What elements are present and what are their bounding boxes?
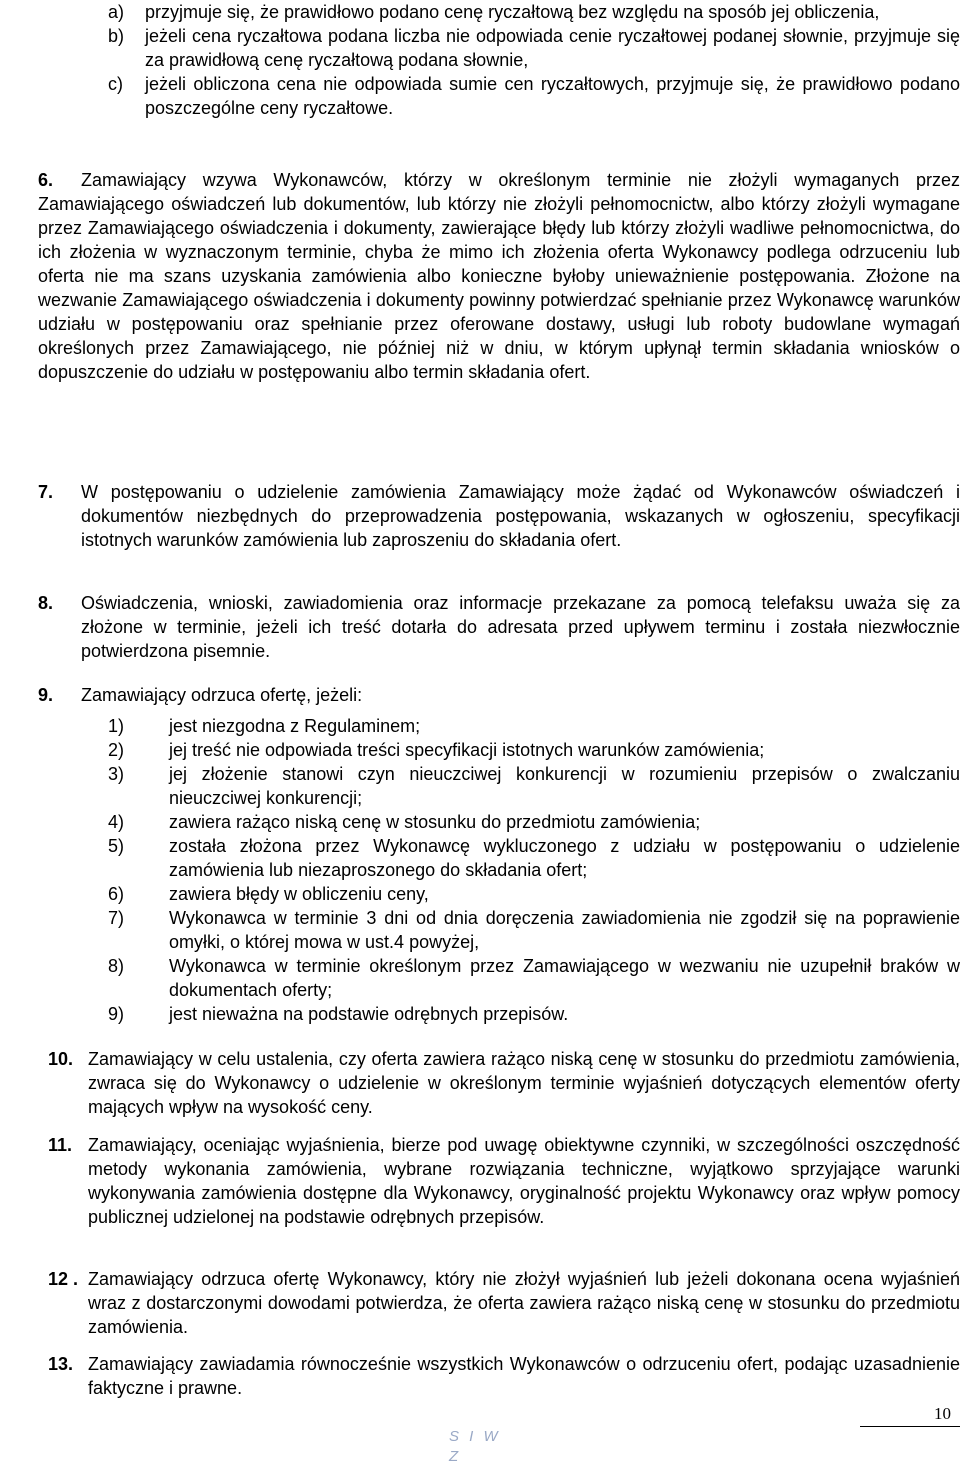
list-item-text: Wykonawca w terminie 3 dni od dnia doręczenia zawiadomienia nie zgodził się na poprawienie omyłki, o której mowa w ust.4 powyżej,: [169, 908, 960, 952]
section-number: 10.: [48, 1049, 74, 1069]
list-item-text: zawiera błędy w obliczeniu ceny,: [169, 884, 429, 904]
section-9: [38, 683, 960, 707]
list-item-text: jej treść nie odpowiada treści specyfikacji istotnych warunków zamówienia;: [169, 740, 765, 760]
section-11: [48, 1133, 960, 1229]
list-item-label: b): [108, 26, 125, 46]
section-number: 12 .: [48, 1269, 79, 1289]
list-item-label: 3): [108, 764, 125, 784]
list-item-c: [108, 72, 960, 120]
list-item: [108, 738, 960, 762]
list-item-text: zawiera rażąco niską cenę w stosunku do przedmiotu zamówienia;: [169, 812, 701, 832]
section-number: 7.: [38, 482, 54, 502]
list-item-label: 5): [108, 836, 125, 856]
section-text: Zamawiający, oceniając wyjaśnienia, bierze pod uwagę obiektywne czynniki, w szczególności oszczędność metody wykonania zamówienia, wybrane rozwiązania techniczne, wyjątkowo sprzyjające warunki wykonywania zamówienia dostępne dla Wykonawcy, oryginalność projektu Wykonawcy oraz wpływ pomocy publicznej udzielonej na podstawie odrębnych przepisów.: [88, 1135, 960, 1227]
section-text: Zamawiający odrzuca ofertę, jeżeli:: [81, 685, 363, 705]
section-number: 11.: [48, 1135, 73, 1155]
list-item-text: jej złożenie stanowi czyn nieuczciwej konkurencji w rozumieniu przepisów o zwalczaniu nieuczciwej konkurencji;: [169, 764, 960, 808]
section-text: W postępowaniu o udzielenie zamówienia Zamawiający może żądać od Wykonawców oświadczeń i dokumentów niezbędnych do przeprowadzenia postępowania, wskazanych w ogłoszeniu, specyfikacji istotnych warunków zamówienia lub zaproszeniu do składania ofert.: [81, 482, 960, 550]
section-number: 6.: [38, 170, 54, 190]
list-item-label: 8): [108, 956, 125, 976]
price-rules-list: [108, 0, 960, 120]
list-item-text: jeżeli obliczona cena nie odpowiada sumie cen ryczałtowych, przyjmuje się, że prawidłowo podano poszczególne ceny ryczałtowe.: [145, 74, 960, 118]
footer-rule: [860, 1426, 960, 1427]
section-number: 9.: [38, 685, 54, 705]
list-item-label: 9): [108, 1004, 125, 1024]
list-item-b: [108, 24, 960, 72]
list-item-text: przyjmuje się, że prawidłowo podano cenę ryczałtową bez względu na sposób jej obliczenia,: [145, 2, 880, 22]
rejection-reasons-list: [108, 714, 960, 1026]
list-item: [108, 954, 960, 1002]
list-item: [108, 1002, 960, 1026]
list-item-label: 2): [108, 740, 125, 760]
list-item: [108, 906, 960, 954]
section-12: [48, 1267, 960, 1339]
section-10: [48, 1047, 960, 1119]
list-item-text: jest nieważna na podstawie odrębnych przepisów.: [169, 1004, 569, 1024]
page-number: 10: [934, 1404, 951, 1423]
list-item-label: 4): [108, 812, 125, 832]
list-item: [108, 762, 960, 810]
list-item: [108, 810, 960, 834]
section-8: [38, 591, 960, 663]
section-6: [38, 168, 960, 384]
list-item-label: 6): [108, 884, 125, 904]
list-item: [108, 882, 960, 906]
section-7: [38, 480, 960, 552]
section-text: Zamawiający odrzuca ofertę Wykonawcy, który nie złożył wyjaśnień lub jeżeli dokonana ocena wyjaśnień wraz z dostarczonymi dowodami potwierdza, że oferta zawiera rażąco niską cenę w stosunku do przedmiotu zamówienia.: [88, 1269, 960, 1337]
list-item: [108, 714, 960, 738]
section-text: Zamawiający zawiadamia równocześnie wszystkich Wykonawców o odrzuceniu ofert, podając uzasadnienie faktyczne i prawne.: [88, 1354, 960, 1398]
section-number: 13.: [48, 1354, 74, 1374]
section-13: [48, 1352, 960, 1400]
list-item-label: a): [108, 2, 125, 22]
list-item-text: Wykonawca w terminie określonym przez Zamawiającego w wezwaniu nie uzupełnił braków w dokumentach oferty;: [169, 956, 960, 1000]
list-item-label: 1): [108, 716, 125, 736]
list-item-text: jest niezgodna z Regulaminem;: [169, 716, 421, 736]
section-text: Oświadczenia, wnioski, zawiadomienia oraz informacje przekazane za pomocą telefaksu uważa się za złożone w terminie, jeżeli ich treść dotarła do adresata przed upływem terminu i została niezwłocznie potwierdzona pisemnie.: [81, 593, 960, 661]
list-item-text: jeżeli cena ryczałtowa podana liczba nie odpowiada cenie ryczałtowej podanej słownie, przyjmuje się za prawidłową cenę ryczałtową podana słownie,: [145, 26, 960, 70]
list-item: [108, 834, 960, 882]
section-text: Zamawiający w celu ustalenia, czy oferta zawiera rażąco niską cenę w stosunku do przedmiotu zamówienia, zwraca się do Wykonawcy o udzielenie w określonym terminie wyjaśnień dotyczących elementów oferty mających wpływ na wysokość ceny.: [88, 1049, 960, 1117]
list-item-label: 7): [108, 908, 125, 928]
section-number: 8.: [38, 593, 54, 613]
list-item-text: została złożona przez Wykonawcę wykluczonego z udziału w postępowaniu o udzielenie zamówienia lub niezaproszonego do składania ofert;: [169, 836, 960, 880]
list-item-a: [108, 0, 960, 24]
footer-siwz-label: S I W Z: [449, 1428, 501, 1465]
list-item-label: c): [108, 74, 123, 94]
section-text: Zamawiający wzywa Wykonawców, którzy w określonym terminie nie złożyli wymaganych przez Zamawiającego oświadczeń lub dokumentów, lub którzy nie złożyli pełnomocnictw, albo którzy złożyli wymagane przez Zamawiającego oświadczenia i dokumenty, zawierające błędy lub którzy złożyli wadliwe pełnomocnictwa, do ich złożenia w wyznaczonym terminie, chyba że mimo ich złożenia oferta Wykonawcy podlega odrzuceniu lub oferta nie ma szans uzyskania zamówienia albo konieczne byłoby unieważnienie postępowania. Złożone na wezwanie Zamawiającego oświadczenia i dokumenty powinny potwierdzać spełnianie przez Wykonawcę warunków udziału w postępowaniu oraz spełnianie przez oferowane dostawy, usługi lub roboty budowlane wymagań określonych przez Zamawiającego, nie później niż w dniu, w którym upłynął termin składania wniosków o dopuszczenie do udziału w postępowaniu albo termin składania ofert.: [38, 170, 960, 382]
